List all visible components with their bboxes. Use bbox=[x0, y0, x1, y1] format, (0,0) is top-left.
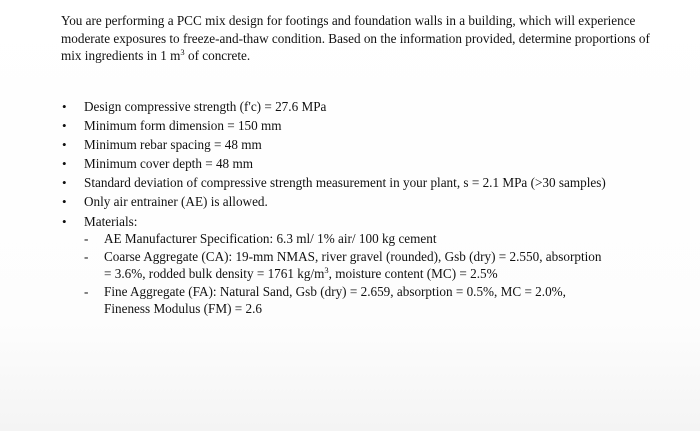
bullet-icon: • bbox=[62, 118, 67, 134]
intro-text: You are performing a PCC mix design for footings and foundation walls in a building, which will experience moderate exposures to freeze-and-thaw condition. Based on the information provided, determine proportions of mix ingredients in 1 m bbox=[61, 13, 650, 63]
list-item-text: Standard deviation of compressive strength measurement in your plant, s = 2.1 MPa (>30 samples) bbox=[84, 175, 606, 191]
material-text: AE Manufacturer Specification: 6.3 ml/ 1% air/ 100 kg cement bbox=[104, 231, 437, 247]
list-item-materials bbox=[0, 213, 624, 318]
material-coarse-aggregate bbox=[84, 248, 609, 283]
intro-end-text: of concrete. bbox=[184, 48, 251, 63]
list-item-text: Only air entrainer (AE) is allowed. bbox=[84, 194, 268, 210]
bullet-icon: • bbox=[62, 99, 67, 114]
bullet-icon: • bbox=[62, 137, 67, 153]
list-item-standard-deviation bbox=[0, 174, 624, 192]
list-item-cover-depth bbox=[0, 155, 624, 173]
list-item-rebar-spacing bbox=[0, 136, 624, 154]
list-item-text: Minimum rebar spacing = 48 mm bbox=[84, 137, 262, 153]
list-item-text: Materials: bbox=[84, 213, 138, 229]
bullet-icon: • bbox=[62, 156, 67, 172]
list-item-air-entrainer bbox=[0, 193, 624, 211]
materials-list bbox=[84, 230, 624, 318]
material-fine-aggregate bbox=[84, 283, 609, 318]
dash-icon: - bbox=[84, 231, 89, 247]
list-item-text: Design compressive strength (f'c) = 27.6 MPa bbox=[84, 99, 327, 114]
dash-icon: - bbox=[84, 248, 89, 264]
bullet-icon: • bbox=[62, 175, 67, 191]
problem-statement bbox=[61, 12, 651, 65]
list-item-text: Minimum form dimension = 150 mm bbox=[84, 118, 282, 134]
bullet-icon: • bbox=[62, 213, 67, 229]
material-text: Fine Aggregate (FA): Natural Sand, Gsb (dry) = 2.659, absorption = 0.5%, MC = 2.0%, Fineness Modulus (FM) = 2.6 bbox=[104, 283, 566, 317]
material-superscript: 3 bbox=[324, 265, 329, 276]
bullet-icon: • bbox=[62, 194, 67, 210]
given-data-list bbox=[0, 98, 700, 319]
intro-superscript: 3 bbox=[180, 47, 185, 57]
material-text-cont: , moisture content (MC) = 2.5% bbox=[328, 266, 498, 282]
list-item-form-dimension bbox=[0, 117, 624, 135]
list-item-design-strength bbox=[0, 98, 624, 116]
material-text: Coarse Aggregate (CA): 19-mm NMAS, river gravel (rounded), Gsb (dry) = 2.550, absorption = 3.6%, rodded bulk density = 1761 kg/m bbox=[104, 248, 602, 282]
material-ae bbox=[84, 230, 609, 248]
dash-icon: - bbox=[84, 283, 89, 299]
list-item-text: Minimum cover depth = 48 mm bbox=[84, 156, 253, 172]
